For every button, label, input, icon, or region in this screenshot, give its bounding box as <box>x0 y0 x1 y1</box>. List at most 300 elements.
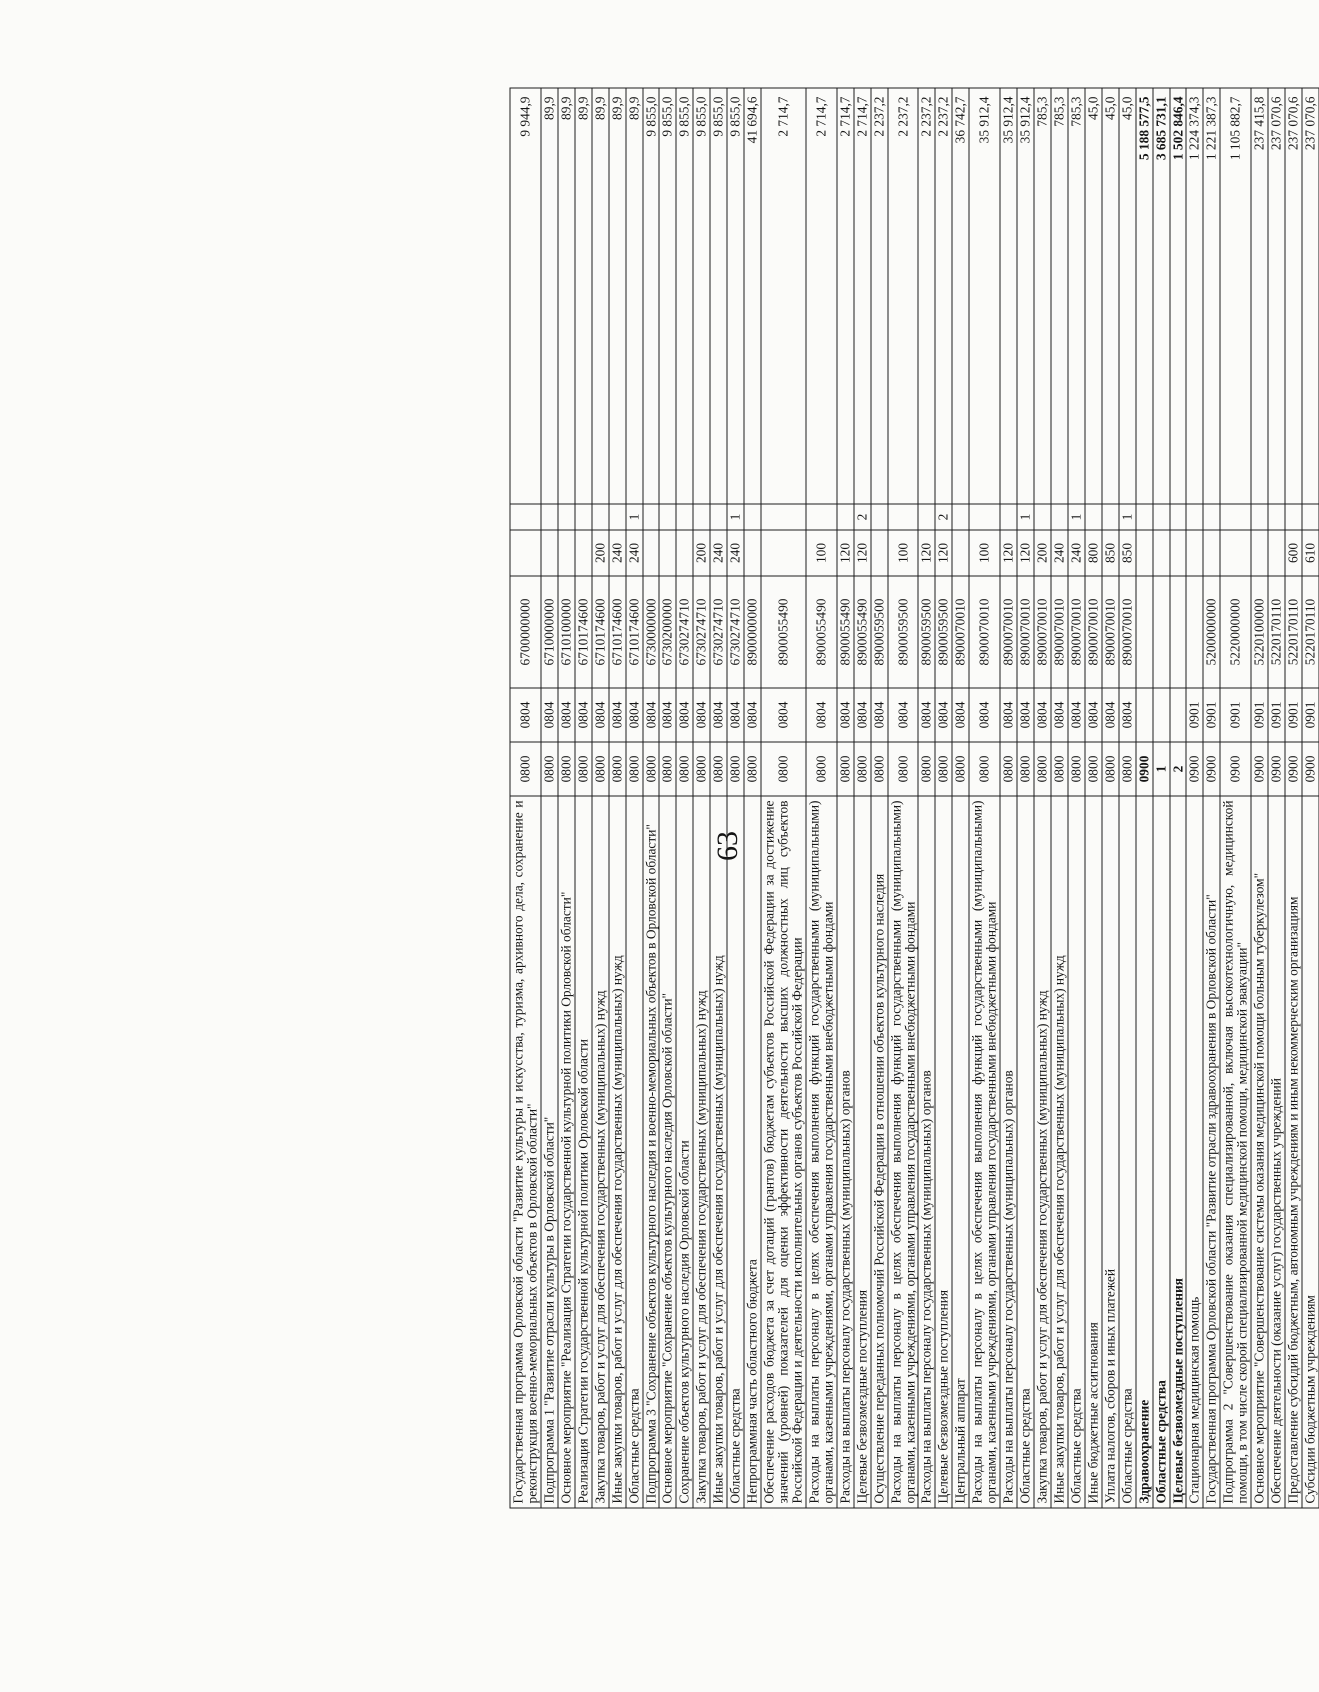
amount-cell: 45,0 <box>1119 88 1136 504</box>
row-name-cell: Расходы на выплаты персоналу государственных (муниципальных) органов <box>918 796 935 1508</box>
fund-source-cell <box>952 504 969 530</box>
section-code-cell: 0800 <box>727 742 744 796</box>
amount-cell: 9 855,0 <box>693 88 710 504</box>
fund-source-cell <box>1153 504 1170 530</box>
section-code-cell: 0900 <box>1220 742 1251 796</box>
fund-source-cell <box>1186 504 1203 530</box>
table-row <box>837 88 854 1508</box>
section-code-cell: 0900 <box>1268 742 1285 796</box>
table-row <box>1220 88 1251 1508</box>
expense-type-cell: 100 <box>969 530 1000 576</box>
subsection-code-cell: 0804 <box>626 688 643 742</box>
subsection-code-cell: 0804 <box>727 688 744 742</box>
row-name-cell: Обеспечение деятельности (оказание услуг) государственных учреждений <box>1268 796 1285 1508</box>
expense-type-cell <box>575 530 592 576</box>
amount-cell: 2 714,7 <box>806 88 837 504</box>
row-name-cell: Уплата налогов, сборов и иных платежей <box>1102 796 1119 1508</box>
target-article-cell: 8900059500 <box>918 576 935 688</box>
amount-cell: 35 912,4 <box>1000 88 1017 504</box>
table-row <box>1051 88 1068 1508</box>
target-article-cell: 6730274710 <box>676 576 693 688</box>
table-row <box>1102 88 1119 1508</box>
target-article-cell: 8900070010 <box>1119 576 1136 688</box>
row-name-cell: Центральный аппарат <box>952 796 969 1508</box>
subsection-code-cell: 0804 <box>888 688 919 742</box>
target-article-cell: 8900070010 <box>1102 576 1119 688</box>
table-row <box>592 88 609 1508</box>
section-code-cell: 0800 <box>1119 742 1136 796</box>
section-code-cell: 0800 <box>1102 742 1119 796</box>
section-code-cell: 0900 <box>1285 742 1302 796</box>
table-row <box>918 88 935 1508</box>
section-code-cell: 0800 <box>693 742 710 796</box>
row-name-cell: Расходы на выплаты персоналу в целях обеспечения выполнения функций государственными (муниципальными) органами, казенными учреждениями, органами управления государственными внебюджетными фондами <box>806 796 837 1508</box>
table-row <box>1268 88 1285 1508</box>
row-name-cell: Осуществление переданных полномочий Российской Федерации в отношении объектов культурного наследия <box>871 796 888 1508</box>
expense-type-cell: 850 <box>1102 530 1119 576</box>
fund-source-cell <box>643 504 660 530</box>
fund-source-cell <box>558 504 575 530</box>
subsection-code-cell: 0804 <box>806 688 837 742</box>
rotated-table-sheet <box>510 88 1318 1508</box>
fund-source-cell: 1 <box>1119 504 1136 530</box>
expense-type-cell <box>1268 530 1285 576</box>
target-article-cell: 5220170110 <box>1285 576 1302 688</box>
expense-type-cell <box>761 530 806 576</box>
section-code-cell: 0800 <box>952 742 969 796</box>
expense-type-cell: 120 <box>837 530 854 576</box>
target-article-cell: 8900070010 <box>1017 576 1034 688</box>
expense-type-cell: 120 <box>1017 530 1034 576</box>
subsection-code-cell: 0804 <box>935 688 952 742</box>
row-name-cell: Реализация Стратегии государственной культурной политики Орловской области <box>575 796 592 1508</box>
expense-type-cell: 100 <box>888 530 919 576</box>
subsection-code-cell <box>1170 688 1187 742</box>
subsection-code-cell: 0804 <box>1000 688 1017 742</box>
expense-type-cell <box>744 530 761 576</box>
amount-cell: 45,0 <box>1102 88 1119 504</box>
table-row <box>871 88 888 1508</box>
row-name-cell: Закупка товаров, работ и услуг для обеспечения государственных (муниципальных) нужд <box>592 796 609 1508</box>
subsection-code-cell: 0804 <box>575 688 592 742</box>
subsection-code-cell: 0804 <box>510 688 541 742</box>
table-row <box>693 88 710 1508</box>
table-row <box>558 88 575 1508</box>
table-row <box>1170 88 1187 1508</box>
fund-source-cell <box>1285 504 1302 530</box>
fund-source-cell <box>575 504 592 530</box>
target-article-cell: 6710174600 <box>592 576 609 688</box>
target-article-cell: 8900055490 <box>837 576 854 688</box>
subsection-code-cell: 0901 <box>1220 688 1251 742</box>
section-code-cell: 0800 <box>969 742 1000 796</box>
subsection-code-cell: 0804 <box>918 688 935 742</box>
subsection-code-cell: 0804 <box>1102 688 1119 742</box>
amount-cell: 89,9 <box>541 88 558 504</box>
section-code-cell: 0800 <box>1000 742 1017 796</box>
subsection-code-cell <box>1153 688 1170 742</box>
row-name-cell: Подпрограмма 2 "Совершенствование оказания специализированной, включая высокотехнологичную, медицинской помощи, в том числе скорой специализированной медицинской помощи, медицинской эвакуации" <box>1220 796 1251 1508</box>
subsection-code-cell: 0804 <box>854 688 871 742</box>
row-name-cell: Расходы на выплаты персоналу в целях обеспечения выполнения функций государственными (муниципальными) органами, казенными учреждениями, органами управления государственными внебюджетными фондами <box>969 796 1000 1508</box>
amount-cell: 89,9 <box>592 88 609 504</box>
subsection-code-cell: 0804 <box>952 688 969 742</box>
expense-type-cell: 200 <box>592 530 609 576</box>
amount-cell: 9 855,0 <box>727 88 744 504</box>
table-row <box>676 88 693 1508</box>
amount-cell: 5 188 577,5 <box>1136 88 1153 504</box>
target-article-cell <box>1153 576 1170 688</box>
row-name-cell: Закупка товаров, работ и услуг для обеспечения государственных (муниципальных) нужд <box>1034 796 1051 1508</box>
expense-type-cell <box>1153 530 1170 576</box>
amount-cell: 237 415,8 <box>1251 88 1268 504</box>
row-name-cell: Иные бюджетные ассигнования <box>1085 796 1102 1508</box>
table-row <box>643 88 660 1508</box>
table-row <box>1285 88 1302 1508</box>
table-row <box>952 88 969 1508</box>
page-number: 63 <box>711 831 744 861</box>
row-name-cell: Иные закупки товаров, работ и услуг для обеспечения государственных (муниципальных) нужд <box>710 796 727 1508</box>
fund-source-cell: 1 <box>1017 504 1034 530</box>
target-article-cell: 6710000000 <box>541 576 558 688</box>
expense-type-cell <box>1251 530 1268 576</box>
table-row <box>510 88 541 1508</box>
section-code-cell: 0800 <box>918 742 935 796</box>
expense-type-cell: 240 <box>710 530 727 576</box>
fund-source-cell <box>806 504 837 530</box>
row-name-cell: Областные средства <box>727 796 744 1508</box>
section-code-cell: 0800 <box>541 742 558 796</box>
expense-type-cell <box>510 530 541 576</box>
fund-source-cell <box>1302 504 1319 530</box>
amount-cell: 89,9 <box>558 88 575 504</box>
table-row <box>727 88 744 1508</box>
fund-source-cell <box>744 504 761 530</box>
section-code-cell: 0800 <box>854 742 871 796</box>
target-article-cell <box>1170 576 1187 688</box>
subsection-code-cell: 0804 <box>1068 688 1085 742</box>
fund-source-cell <box>1085 504 1102 530</box>
section-code-cell: 0800 <box>626 742 643 796</box>
expense-type-cell <box>541 530 558 576</box>
section-code-cell: 0800 <box>558 742 575 796</box>
row-name-cell: Иные закупки товаров, работ и услуг для обеспечения государственных (муниципальных) нужд <box>609 796 626 1508</box>
row-name-cell: Подпрограмма 3 "Сохранение объектов культурного наследия и военно-мемориальных объектов в Орловской области" <box>643 796 660 1508</box>
section-code-cell: 0800 <box>510 742 541 796</box>
subsection-code-cell: 0804 <box>969 688 1000 742</box>
target-article-cell: 6730200000 <box>659 576 676 688</box>
expense-type-cell: 240 <box>626 530 643 576</box>
subsection-code-cell: 0804 <box>761 688 806 742</box>
section-code-cell: 0900 <box>1251 742 1268 796</box>
section-code-cell: 0800 <box>1068 742 1085 796</box>
fund-source-cell <box>1203 504 1220 530</box>
amount-cell: 89,9 <box>609 88 626 504</box>
expense-type-cell: 120 <box>935 530 952 576</box>
expense-type-cell: 200 <box>693 530 710 576</box>
subsection-code-cell: 0804 <box>558 688 575 742</box>
fund-source-cell <box>659 504 676 530</box>
amount-cell: 89,9 <box>626 88 643 504</box>
target-article-cell: 5220000000 <box>1220 576 1251 688</box>
fund-source-cell <box>969 504 1000 530</box>
target-article-cell: 8900070010 <box>1068 576 1085 688</box>
expense-type-cell <box>676 530 693 576</box>
expense-type-cell: 600 <box>1285 530 1302 576</box>
section-code-cell: 0800 <box>609 742 626 796</box>
section-code-cell: 0800 <box>1051 742 1068 796</box>
target-article-cell: 6700000000 <box>510 576 541 688</box>
amount-cell: 35 912,4 <box>969 88 1000 504</box>
target-article-cell: 6730000000 <box>643 576 660 688</box>
table-row <box>854 88 871 1508</box>
table-row <box>609 88 626 1508</box>
row-name-cell: Государственная программа Орловской области "Развитие культуры и искусства, туризма, архивного дела, сохранение и реконструкция военно-мемориальных объектов в Орловской области" <box>510 796 541 1508</box>
amount-cell: 2 714,7 <box>761 88 806 504</box>
row-name-cell: Закупка товаров, работ и услуг для обеспечения государственных (муниципальных) нужд <box>693 796 710 1508</box>
subsection-code-cell: 0901 <box>1285 688 1302 742</box>
expense-type-cell: 850 <box>1119 530 1136 576</box>
amount-cell: 785,3 <box>1068 88 1085 504</box>
table-row <box>1000 88 1017 1508</box>
subsection-code-cell: 0804 <box>871 688 888 742</box>
row-name-cell: Государственная программа Орловской области "Развитие отрасли здравоохранения в Орловской области" <box>1203 796 1220 1508</box>
subsection-code-cell: 0901 <box>1268 688 1285 742</box>
amount-cell: 35 912,4 <box>1017 88 1034 504</box>
target-article-cell: 6730274710 <box>727 576 744 688</box>
expense-type-cell <box>871 530 888 576</box>
subsection-code-cell: 0804 <box>659 688 676 742</box>
table-row <box>1017 88 1034 1508</box>
section-code-cell: 0800 <box>837 742 854 796</box>
row-name-cell: Непрограммная часть областного бюджета <box>744 796 761 1508</box>
amount-cell: 89,9 <box>575 88 592 504</box>
row-name-cell: Стационарная медицинская помощь <box>1186 796 1203 1508</box>
fund-source-cell <box>1268 504 1285 530</box>
table-row <box>710 88 727 1508</box>
section-code-cell: 0800 <box>592 742 609 796</box>
table-row <box>626 88 643 1508</box>
expense-type-cell <box>1136 530 1153 576</box>
target-article-cell: 8900070010 <box>952 576 969 688</box>
fund-source-cell <box>837 504 854 530</box>
section-code-cell: 0800 <box>871 742 888 796</box>
amount-cell: 2 237,2 <box>888 88 919 504</box>
fund-source-cell <box>676 504 693 530</box>
table-row <box>1251 88 1268 1508</box>
subsection-code-cell: 0804 <box>1085 688 1102 742</box>
table-row <box>1068 88 1085 1508</box>
expense-type-cell: 240 <box>1068 530 1085 576</box>
subsection-code-cell: 0804 <box>710 688 727 742</box>
table-row <box>575 88 592 1508</box>
section-code-cell: 0800 <box>1017 742 1034 796</box>
table-row <box>1034 88 1051 1508</box>
fund-source-cell <box>1136 504 1153 530</box>
target-article-cell: 8900070010 <box>1085 576 1102 688</box>
amount-cell: 1 105 882,7 <box>1220 88 1251 504</box>
section-code-cell: 0800 <box>935 742 952 796</box>
section-code-cell: 0800 <box>806 742 837 796</box>
section-code-cell: 0900 <box>1136 742 1153 796</box>
amount-cell: 41 694,6 <box>744 88 761 504</box>
row-name-cell: Сохранение объектов культурного наследия Орловской области <box>676 796 693 1508</box>
table-row <box>659 88 676 1508</box>
target-article-cell: 6710174600 <box>609 576 626 688</box>
expense-type-cell: 100 <box>806 530 837 576</box>
target-article-cell: 8900070010 <box>1051 576 1068 688</box>
row-name-cell: Субсидии бюджетным учреждениям <box>1302 796 1319 1508</box>
subsection-code-cell: 0901 <box>1203 688 1220 742</box>
target-article-cell: 5220100000 <box>1251 576 1268 688</box>
fund-source-cell <box>693 504 710 530</box>
fund-source-cell: 1 <box>727 504 744 530</box>
fund-source-cell <box>541 504 558 530</box>
subsection-code-cell <box>1136 688 1153 742</box>
amount-cell: 9 944,9 <box>510 88 541 504</box>
table-row <box>969 88 1000 1508</box>
fund-source-cell: 2 <box>935 504 952 530</box>
expense-type-cell <box>558 530 575 576</box>
target-article-cell: 6710174600 <box>575 576 592 688</box>
target-article-cell: 6710100000 <box>558 576 575 688</box>
table-row <box>935 88 952 1508</box>
table-row <box>761 88 806 1508</box>
amount-cell: 237 070,6 <box>1268 88 1285 504</box>
subsection-code-cell: 0804 <box>541 688 558 742</box>
table-row <box>1186 88 1203 1508</box>
table-row <box>1136 88 1153 1508</box>
table-row <box>1203 88 1220 1508</box>
amount-cell: 9 855,0 <box>676 88 693 504</box>
fund-source-cell <box>871 504 888 530</box>
expense-type-cell <box>659 530 676 576</box>
amount-cell: 9 855,0 <box>643 88 660 504</box>
fund-source-cell <box>1034 504 1051 530</box>
row-name-cell: Областные средства <box>1068 796 1085 1508</box>
amount-cell: 1 221 387,3 <box>1203 88 1220 504</box>
fund-source-cell <box>1170 504 1187 530</box>
section-code-cell: 0800 <box>1034 742 1051 796</box>
subsection-code-cell: 0804 <box>1034 688 1051 742</box>
row-name-cell: Целевые безвозмездные поступления <box>854 796 871 1508</box>
fund-source-cell <box>1251 504 1268 530</box>
subsection-code-cell: 0804 <box>693 688 710 742</box>
row-name-cell: Здравоохранение <box>1136 796 1153 1508</box>
section-code-cell: 0900 <box>1302 742 1319 796</box>
section-code-cell: 0900 <box>1186 742 1203 796</box>
section-code-cell: 0800 <box>643 742 660 796</box>
section-code-cell: 0900 <box>1203 742 1220 796</box>
row-name-cell: Предоставление субсидий бюджетным, автономным учреждениям и иным некоммерческим организациям <box>1285 796 1302 1508</box>
expense-type-cell: 240 <box>1051 530 1068 576</box>
target-article-cell <box>1136 576 1153 688</box>
target-article-cell: 8900059500 <box>935 576 952 688</box>
expense-type-cell <box>1203 530 1220 576</box>
fund-source-cell <box>761 504 806 530</box>
table-row <box>888 88 919 1508</box>
target-article-cell: 8900070010 <box>969 576 1000 688</box>
table-row <box>1302 88 1319 1508</box>
subsection-code-cell: 0804 <box>744 688 761 742</box>
expense-type-cell <box>952 530 969 576</box>
target-article-cell: 8900059500 <box>871 576 888 688</box>
fund-source-cell <box>592 504 609 530</box>
table-row <box>1085 88 1102 1508</box>
row-name-cell: Основное мероприятие "Совершенствование системы оказания медицинской помощи больным туберкулезом" <box>1251 796 1268 1508</box>
amount-cell: 2 237,2 <box>871 88 888 504</box>
amount-cell: 785,3 <box>1051 88 1068 504</box>
fund-source-cell <box>1220 504 1251 530</box>
fund-source-cell <box>888 504 919 530</box>
target-article-cell: 5200000000 <box>1203 576 1220 688</box>
subsection-code-cell: 0901 <box>1302 688 1319 742</box>
row-name-cell: Иные закупки товаров, работ и услуг для обеспечения государственных (муниципальных) нужд <box>1051 796 1068 1508</box>
expense-type-cell: 120 <box>918 530 935 576</box>
target-article-cell: 8900055490 <box>806 576 837 688</box>
subsection-code-cell: 0804 <box>1051 688 1068 742</box>
row-name-cell: Областные средства <box>1119 796 1136 1508</box>
subsection-code-cell: 0804 <box>1017 688 1034 742</box>
subsection-code-cell: 0804 <box>592 688 609 742</box>
amount-cell: 1 224 374,3 <box>1186 88 1203 504</box>
row-name-cell: Основное мероприятие "Реализация Стратегии государственной культурной политики Орловской области" <box>558 796 575 1508</box>
amount-cell: 45,0 <box>1085 88 1102 504</box>
row-name-cell: Целевые безвозмездные поступления <box>1170 796 1187 1508</box>
target-article-cell: 8900000000 <box>744 576 761 688</box>
target-article-cell: 6730274710 <box>693 576 710 688</box>
subsection-code-cell: 0901 <box>1251 688 1268 742</box>
amount-cell: 36 742,7 <box>952 88 969 504</box>
expense-type-cell: 610 <box>1302 530 1319 576</box>
section-code-cell: 0800 <box>659 742 676 796</box>
section-code-cell: 0800 <box>676 742 693 796</box>
row-name-cell: Подпрограмма 1 "Развитие отрасли культуры в Орловской области" <box>541 796 558 1508</box>
amount-cell: 9 855,0 <box>659 88 676 504</box>
subsection-code-cell: 0804 <box>643 688 660 742</box>
row-name-cell: Расходы на выплаты персоналу государственных (муниципальных) органов <box>837 796 854 1508</box>
fund-source-cell: 1 <box>1068 504 1085 530</box>
expense-type-cell <box>1170 530 1187 576</box>
fund-source-cell: 1 <box>626 504 643 530</box>
table-row <box>806 88 837 1508</box>
table-row <box>1119 88 1136 1508</box>
row-name-cell: Областные средства <box>1017 796 1034 1508</box>
row-name-cell: Областные средства <box>626 796 643 1508</box>
expense-type-cell <box>1186 530 1203 576</box>
expense-type-cell: 200 <box>1034 530 1051 576</box>
row-name-cell: Целевые безвозмездные поступления <box>935 796 952 1508</box>
fund-source-cell <box>510 504 541 530</box>
target-article-cell: 8900059500 <box>888 576 919 688</box>
fund-source-cell: 2 <box>854 504 871 530</box>
expense-type-cell <box>643 530 660 576</box>
fund-source-cell <box>710 504 727 530</box>
section-code-cell: 0800 <box>1085 742 1102 796</box>
subsection-code-cell: 0804 <box>676 688 693 742</box>
subsection-code-cell: 0804 <box>1119 688 1136 742</box>
section-code-cell: 0800 <box>575 742 592 796</box>
budget-table <box>510 87 1319 1508</box>
table-row <box>541 88 558 1508</box>
table-body <box>510 88 1319 1508</box>
section-code-cell: 0800 <box>744 742 761 796</box>
section-code-cell: 0800 <box>761 742 806 796</box>
fund-source-cell <box>1000 504 1017 530</box>
target-article-cell: 8900070010 <box>1034 576 1051 688</box>
expense-type-cell: 120 <box>1000 530 1017 576</box>
amount-cell: 9 855,0 <box>710 88 727 504</box>
